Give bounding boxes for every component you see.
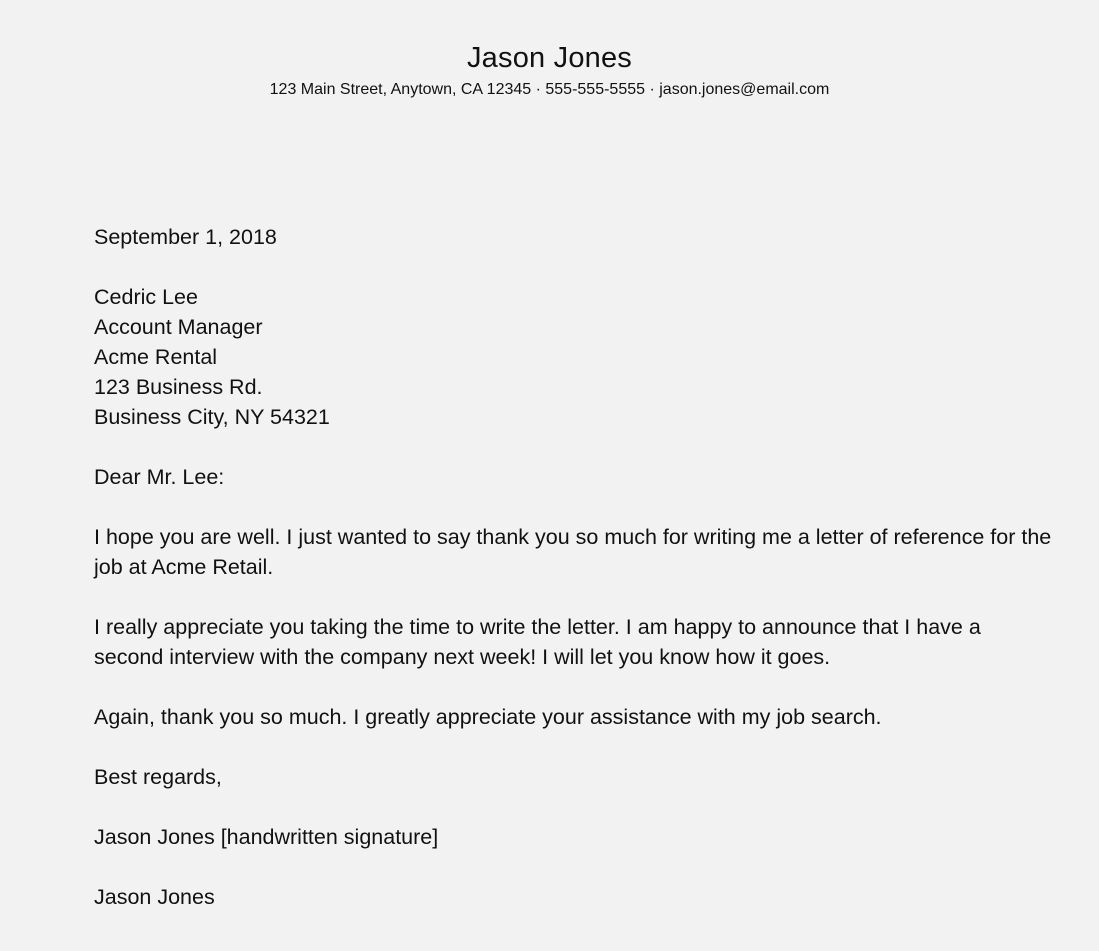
closing: Best regards, xyxy=(94,765,222,789)
recipient-company: Acme Rental xyxy=(94,345,218,369)
recipient-street: 123 Business Rd. xyxy=(94,375,263,399)
paragraph-1: I hope you are well. I just wanted to say thank you so much for writing me a letter of reference for the job at Acme Retail. xyxy=(94,525,1052,579)
salutation: Dear Mr. Lee: xyxy=(94,465,225,489)
sender-contact: 123 Main Street, Anytown, CA 12345 · 555-555-5555 · jason.jones@email.com xyxy=(269,81,830,98)
recipient-title: Account Manager xyxy=(94,315,263,339)
letterhead xyxy=(0,40,1099,100)
paragraph-2: I really appreciate you taking the time to write the letter. I am happy to announce that I have a second interview with the company next week! I will let you know how it goes. xyxy=(94,615,981,669)
recipient-address xyxy=(94,282,1054,432)
letter-date: September 1, 2018 xyxy=(94,225,277,249)
printed-name: Jason Jones xyxy=(94,885,215,909)
recipient-name: Cedric Lee xyxy=(94,285,198,309)
paragraph-3: Again, thank you so much. I greatly appreciate your assistance with my job search. xyxy=(94,705,882,729)
signature: Jason Jones [handwritten signature] xyxy=(94,825,439,849)
recipient-city: Business City, NY 54321 xyxy=(94,405,330,429)
letter-body xyxy=(94,222,1054,912)
sender-name: Jason Jones xyxy=(466,42,633,74)
